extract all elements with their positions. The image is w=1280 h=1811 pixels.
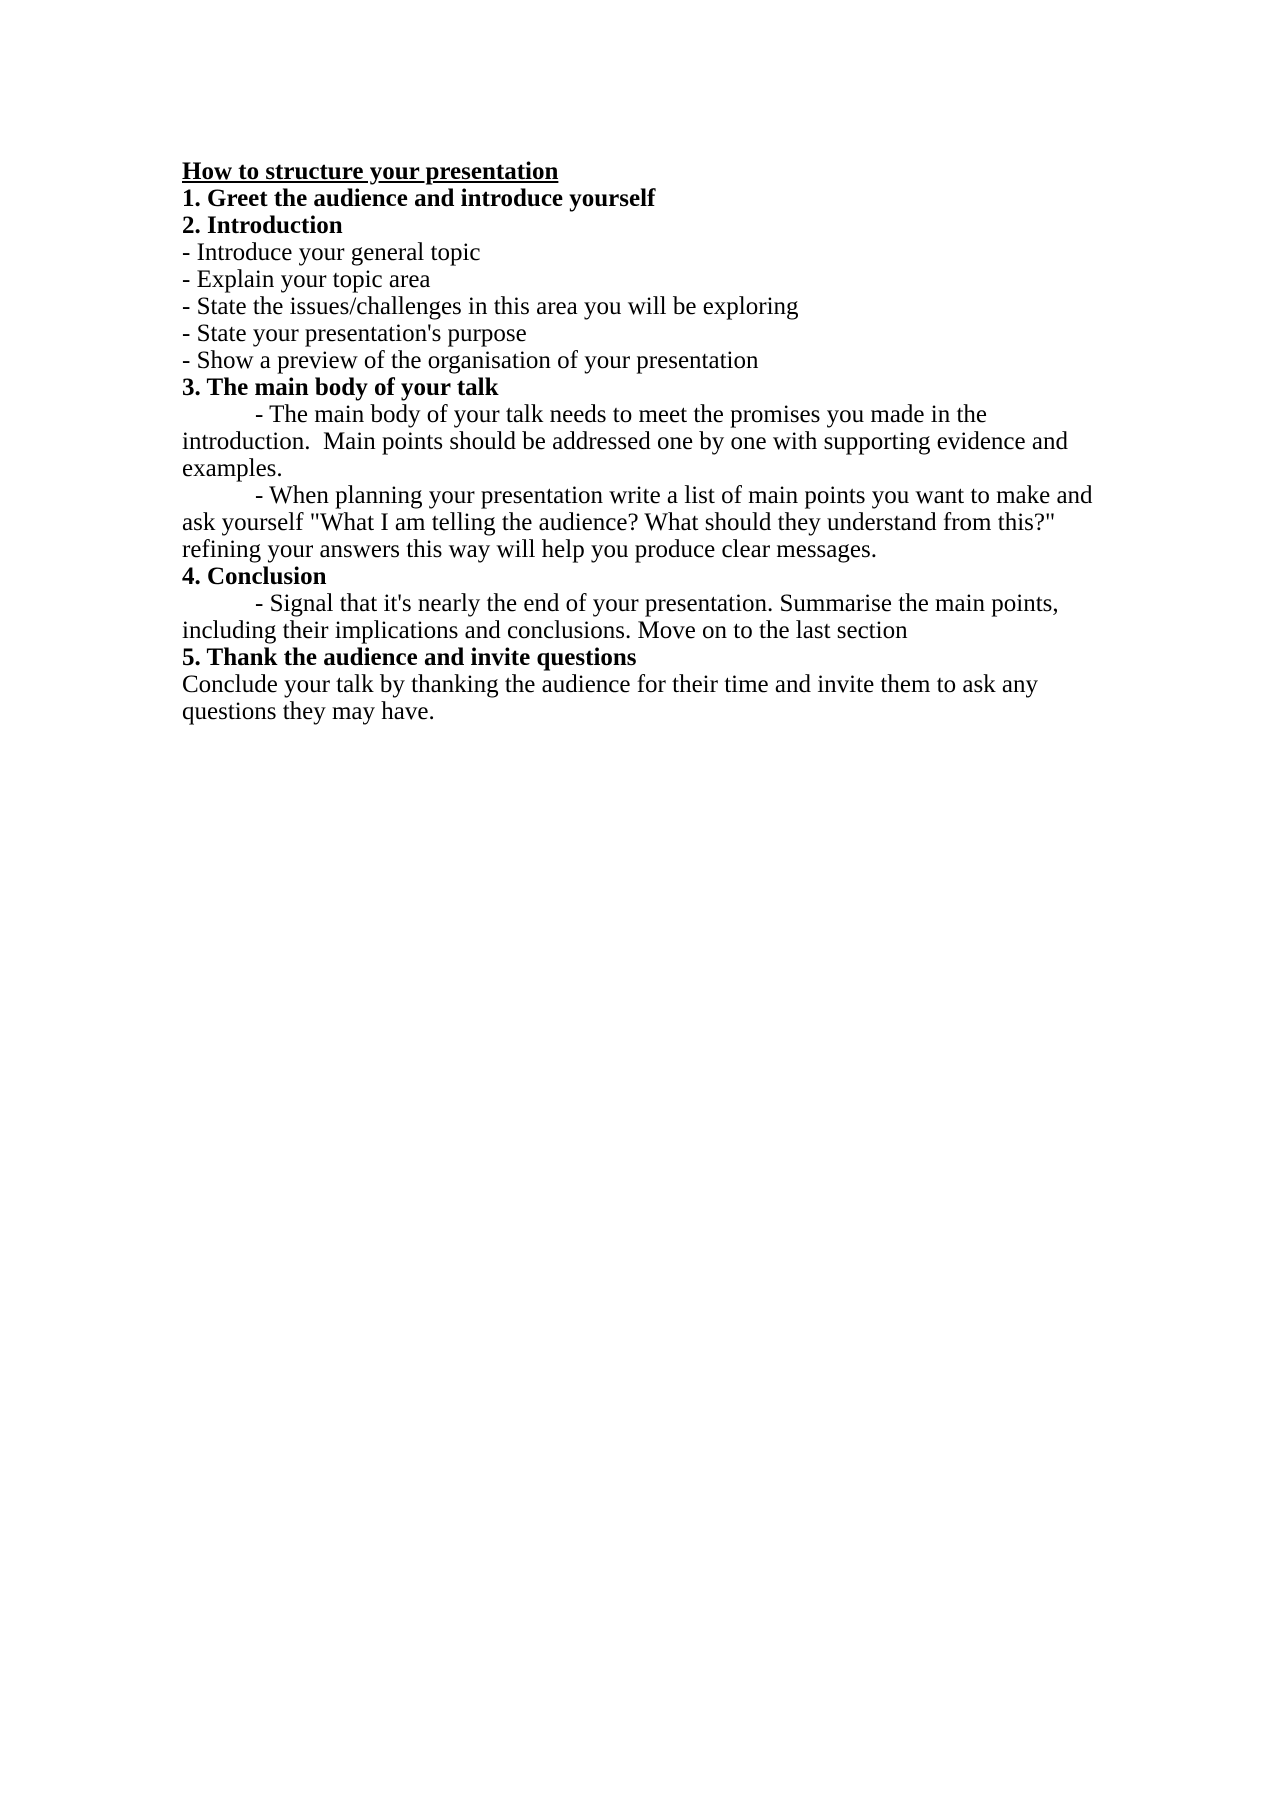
section-heading-introduction: 2. Introduction: [182, 212, 343, 239]
introduction-bullet-general-topic: - Introduce your general topic: [182, 239, 481, 266]
introduction-bullet-issues-challenges: - State the issues/challenges in this area you will be exploring: [182, 293, 799, 320]
section-heading-thank-audience: 5. Thank the audience and invite questions: [182, 644, 637, 671]
introduction-bullet-purpose: - State your presentation's purpose: [182, 320, 527, 347]
document-content: [182, 0, 1098, 725]
document-title: How to structure your presentation: [182, 158, 559, 185]
closing-paragraph-thank-invite-questions: Conclude your talk by thanking the audience for their time and invite them to ask any questions they may have.: [182, 671, 1045, 725]
section-heading-conclusion: 4. Conclusion: [182, 563, 327, 590]
introduction-bullet-topic-area: - Explain your topic area: [182, 266, 431, 293]
main-body-paragraph-promises: - The main body of your talk needs to meet the promises you made in the introduction. Main points should be addressed one by one with supporting evidence and examples.: [182, 401, 1075, 482]
conclusion-paragraph-signal-end: - Signal that it's nearly the end of your presentation. Summarise the main points, including their implications and conclusions. Move on to the last section: [182, 590, 1065, 644]
section-heading-greet-audience: 1. Greet the audience and introduce yourself: [182, 185, 656, 212]
main-body-paragraph-planning: - When planning your presentation write a list of main points you want to make and ask yourself "What I am telling the audience? What should they understand from this?" refining your answers this way will help you produce clear messages.: [182, 482, 1099, 563]
introduction-bullet-preview-organisation: - Show a preview of the organisation of your presentation: [182, 347, 759, 374]
section-heading-main-body: 3. The main body of your talk: [182, 374, 499, 401]
